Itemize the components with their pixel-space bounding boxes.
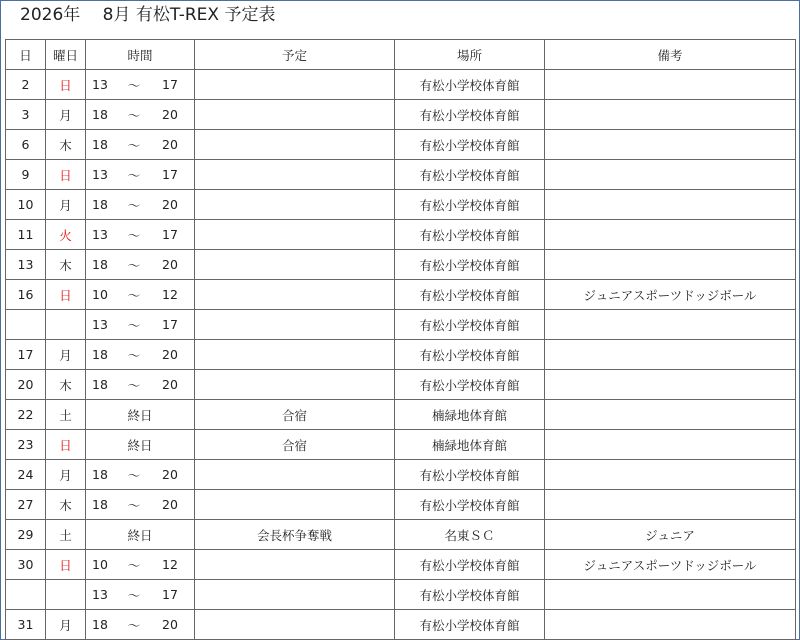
cell-time xyxy=(86,580,195,610)
cell-notes xyxy=(545,370,796,400)
cell-place: 有松小学校体育館 xyxy=(395,340,545,370)
header-place: 場所 xyxy=(395,40,545,70)
table-row xyxy=(6,220,796,250)
cell-weekday: 月 xyxy=(46,100,86,130)
cell-plan: 合宿 xyxy=(195,430,395,460)
cell-plan xyxy=(195,160,395,190)
cell-notes xyxy=(545,400,796,430)
cell-plan xyxy=(195,100,395,130)
cell-plan: 合宿 xyxy=(195,400,395,430)
time-range xyxy=(86,136,194,154)
cell-notes: ジュニア xyxy=(545,520,796,550)
cell-time xyxy=(86,550,195,580)
cell-weekday: 日 xyxy=(46,430,86,460)
cell-weekday: 土 xyxy=(46,400,86,430)
time-start: 13 xyxy=(92,317,108,332)
cell-notes xyxy=(545,190,796,220)
cell-plan xyxy=(195,70,395,100)
cell-place: 有松小学校体育館 xyxy=(395,70,545,100)
header-day: 日 xyxy=(6,40,46,70)
cell-notes xyxy=(545,130,796,160)
cell-day: 24 xyxy=(6,460,46,490)
cell-time xyxy=(86,460,195,490)
cell-day: 2 xyxy=(6,70,46,100)
table-row xyxy=(6,100,796,130)
table-row xyxy=(6,400,796,430)
table-row xyxy=(6,190,796,220)
cell-place: 有松小学校体育館 xyxy=(395,580,545,610)
cell-plan xyxy=(195,130,395,160)
cell-time xyxy=(86,250,195,280)
cell-place: 有松小学校体育館 xyxy=(395,490,545,520)
cell-notes: ジュニアスポーツドッジボール xyxy=(545,280,796,310)
time-start: 18 xyxy=(92,137,108,152)
table-row xyxy=(6,370,796,400)
time-end: 17 xyxy=(162,587,178,602)
header-weekday: 曜日 xyxy=(46,40,86,70)
cell-notes xyxy=(545,70,796,100)
table-row xyxy=(6,280,796,310)
cell-place: 有松小学校体育館 xyxy=(395,130,545,160)
cell-place: 有松小学校体育館 xyxy=(395,610,545,640)
cell-time xyxy=(86,340,195,370)
cell-notes xyxy=(545,220,796,250)
cell-day: 22 xyxy=(6,400,46,430)
cell-weekday: 木 xyxy=(46,130,86,160)
table-row xyxy=(6,310,796,340)
cell-time: 終日 xyxy=(86,400,195,430)
cell-weekday: 火 xyxy=(46,220,86,250)
cell-day xyxy=(6,580,46,610)
time-start: 13 xyxy=(92,227,108,242)
cell-notes xyxy=(545,430,796,460)
cell-place: 有松小学校体育館 xyxy=(395,160,545,190)
time-separator: ～ xyxy=(127,167,141,183)
cell-plan xyxy=(195,490,395,520)
time-range xyxy=(86,256,194,274)
table-row xyxy=(6,70,796,100)
table-row xyxy=(6,250,796,280)
time-end: 12 xyxy=(162,287,178,302)
cell-day: 16 xyxy=(6,280,46,310)
cell-notes xyxy=(545,250,796,280)
table-row xyxy=(6,520,796,550)
table-row xyxy=(6,490,796,520)
time-range xyxy=(86,496,194,514)
header-plan: 予定 xyxy=(195,40,395,70)
time-end: 12 xyxy=(162,557,178,572)
cell-time xyxy=(86,280,195,310)
cell-weekday xyxy=(46,310,86,340)
time-end: 20 xyxy=(162,347,178,362)
time-separator: ～ xyxy=(127,317,141,333)
cell-day: 6 xyxy=(6,130,46,160)
time-separator: ～ xyxy=(127,287,141,303)
page-title: 2026年 8月 有松T-REX 予定表 xyxy=(20,5,276,25)
time-range xyxy=(86,286,194,304)
cell-plan xyxy=(195,610,395,640)
cell-plan xyxy=(195,220,395,250)
time-end: 20 xyxy=(162,257,178,272)
time-separator: ～ xyxy=(127,467,141,483)
cell-time xyxy=(86,160,195,190)
cell-time xyxy=(86,610,195,640)
cell-place: 有松小学校体育館 xyxy=(395,250,545,280)
time-end: 20 xyxy=(162,107,178,122)
time-end: 17 xyxy=(162,317,178,332)
time-range xyxy=(86,196,194,214)
time-range xyxy=(86,166,194,184)
time-start: 18 xyxy=(92,257,108,272)
time-range xyxy=(86,106,194,124)
time-separator: ～ xyxy=(127,197,141,213)
time-end: 20 xyxy=(162,197,178,212)
cell-notes xyxy=(545,580,796,610)
cell-weekday: 木 xyxy=(46,250,86,280)
cell-time xyxy=(86,100,195,130)
cell-time xyxy=(86,310,195,340)
header-row xyxy=(6,40,796,70)
cell-place: 有松小学校体育館 xyxy=(395,280,545,310)
time-end: 20 xyxy=(162,617,178,632)
time-end: 17 xyxy=(162,167,178,182)
cell-place: 有松小学校体育館 xyxy=(395,460,545,490)
cell-day: 23 xyxy=(6,430,46,460)
table-row xyxy=(6,340,796,370)
time-end: 20 xyxy=(162,497,178,512)
cell-time: 終日 xyxy=(86,430,195,460)
cell-plan xyxy=(195,310,395,340)
cell-day: 13 xyxy=(6,250,46,280)
time-range xyxy=(86,616,194,634)
time-separator: ～ xyxy=(127,137,141,153)
cell-notes xyxy=(545,160,796,190)
time-separator: ～ xyxy=(127,557,141,573)
cell-day: 29 xyxy=(6,520,46,550)
table-row xyxy=(6,460,796,490)
time-separator: ～ xyxy=(127,617,141,633)
cell-place: 有松小学校体育館 xyxy=(395,190,545,220)
cell-weekday: 月 xyxy=(46,340,86,370)
cell-notes xyxy=(545,340,796,370)
table-row xyxy=(6,580,796,610)
time-separator: ～ xyxy=(127,497,141,513)
cell-place: 楠緑地体育館 xyxy=(395,430,545,460)
time-start: 18 xyxy=(92,377,108,392)
time-range xyxy=(86,76,194,94)
cell-weekday: 木 xyxy=(46,490,86,520)
cell-day: 30 xyxy=(6,550,46,580)
header-time: 時間 xyxy=(86,40,195,70)
cell-plan xyxy=(195,550,395,580)
cell-notes xyxy=(545,460,796,490)
cell-plan xyxy=(195,340,395,370)
time-range xyxy=(86,376,194,394)
time-start: 18 xyxy=(92,347,108,362)
time-start: 18 xyxy=(92,107,108,122)
time-end: 17 xyxy=(162,77,178,92)
time-end: 20 xyxy=(162,467,178,482)
cell-plan xyxy=(195,280,395,310)
time-range xyxy=(86,346,194,364)
table-row xyxy=(6,160,796,190)
cell-place: 有松小学校体育館 xyxy=(395,370,545,400)
table-row xyxy=(6,550,796,580)
time-start: 13 xyxy=(92,77,108,92)
cell-weekday: 月 xyxy=(46,190,86,220)
cell-day: 3 xyxy=(6,100,46,130)
cell-place: 有松小学校体育館 xyxy=(395,310,545,340)
time-start: 18 xyxy=(92,197,108,212)
cell-time: 終日 xyxy=(86,520,195,550)
time-separator: ～ xyxy=(127,377,141,393)
table-row xyxy=(6,430,796,460)
cell-weekday: 日 xyxy=(46,160,86,190)
cell-time xyxy=(86,130,195,160)
cell-weekday xyxy=(46,580,86,610)
time-start: 13 xyxy=(92,587,108,602)
time-separator: ～ xyxy=(127,227,141,243)
cell-place: 有松小学校体育館 xyxy=(395,550,545,580)
cell-weekday: 日 xyxy=(46,550,86,580)
cell-plan xyxy=(195,460,395,490)
time-start: 18 xyxy=(92,467,108,482)
cell-day: 27 xyxy=(6,490,46,520)
cell-notes: ジュニアスポーツドッジボール xyxy=(545,550,796,580)
time-range xyxy=(86,586,194,604)
cell-plan: 会長杯争奪戦 xyxy=(195,520,395,550)
time-range xyxy=(86,226,194,244)
time-separator: ～ xyxy=(127,587,141,603)
time-range xyxy=(86,316,194,334)
cell-plan xyxy=(195,580,395,610)
cell-weekday: 木 xyxy=(46,370,86,400)
cell-day xyxy=(6,310,46,340)
time-separator: ～ xyxy=(127,107,141,123)
cell-notes xyxy=(545,610,796,640)
cell-time xyxy=(86,70,195,100)
cell-time xyxy=(86,220,195,250)
cell-weekday: 月 xyxy=(46,610,86,640)
cell-plan xyxy=(195,370,395,400)
cell-place: 有松小学校体育館 xyxy=(395,100,545,130)
cell-day: 31 xyxy=(6,610,46,640)
time-range xyxy=(86,556,194,574)
cell-notes xyxy=(545,490,796,520)
cell-day: 20 xyxy=(6,370,46,400)
time-start: 18 xyxy=(92,617,108,632)
cell-time xyxy=(86,370,195,400)
time-start: 18 xyxy=(92,497,108,512)
cell-day: 11 xyxy=(6,220,46,250)
cell-weekday: 月 xyxy=(46,460,86,490)
cell-notes xyxy=(545,310,796,340)
header-notes: 備考 xyxy=(545,40,796,70)
time-separator: ～ xyxy=(127,77,141,93)
cell-weekday: 日 xyxy=(46,280,86,310)
time-range xyxy=(86,466,194,484)
time-start: 10 xyxy=(92,557,108,572)
time-start: 13 xyxy=(92,167,108,182)
time-end: 17 xyxy=(162,227,178,242)
table-row xyxy=(6,610,796,640)
time-end: 20 xyxy=(162,137,178,152)
cell-day: 17 xyxy=(6,340,46,370)
cell-day: 9 xyxy=(6,160,46,190)
time-start: 10 xyxy=(92,287,108,302)
cell-day: 10 xyxy=(6,190,46,220)
cell-plan xyxy=(195,190,395,220)
cell-place: 楠緑地体育館 xyxy=(395,400,545,430)
time-separator: ～ xyxy=(127,257,141,273)
cell-weekday: 土 xyxy=(46,520,86,550)
cell-weekday: 日 xyxy=(46,70,86,100)
time-separator: ～ xyxy=(127,347,141,363)
cell-notes xyxy=(545,100,796,130)
cell-place: 名東ＳＣ xyxy=(395,520,545,550)
cell-place: 有松小学校体育館 xyxy=(395,220,545,250)
time-end: 20 xyxy=(162,377,178,392)
cell-time xyxy=(86,190,195,220)
cell-time xyxy=(86,490,195,520)
cell-plan xyxy=(195,250,395,280)
table-row xyxy=(6,130,796,160)
schedule-table xyxy=(5,39,796,640)
